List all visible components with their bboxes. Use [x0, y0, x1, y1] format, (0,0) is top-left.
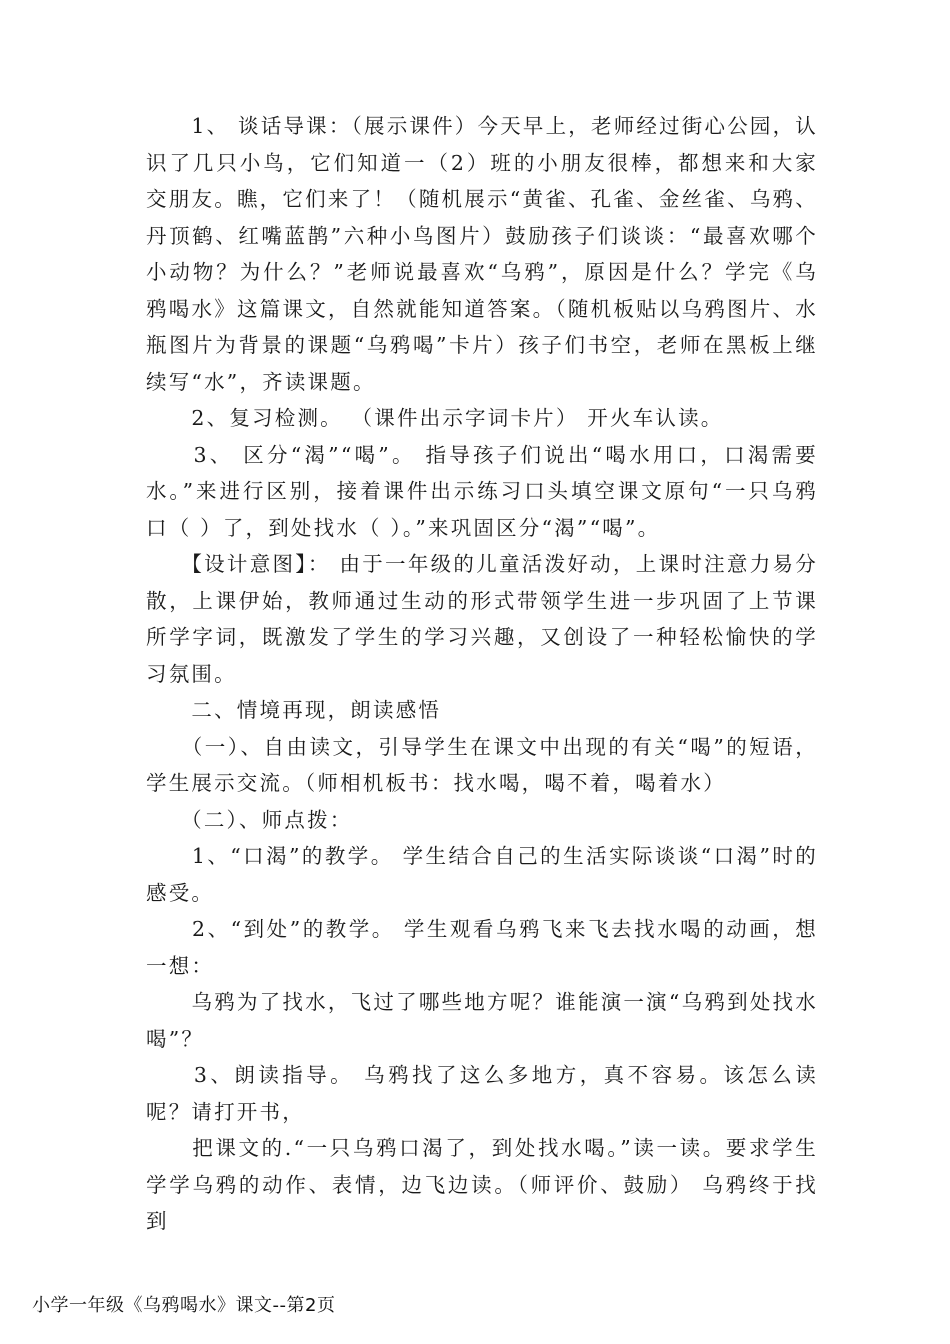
paragraph-intro: 1、 谈话导课：（展示课件）今天早上，老师经过街心公园，认识了几只小鸟，它们知道一（2）班的小朋友很棒，都想来和大家交朋友。瞧，它们来了！（随机展示“黄雀、孔雀、金丝雀、乌鸦、丹顶鹤、红嘴蓝鹊”六种小鸟图片）鼓励孩子们谈谈：“最喜欢哪个小动物？为什么？”老师说最喜欢“乌鸦”，原因是什么？学完《乌鸦喝水》这篇课文，自然就能知道答案。（随机板贴以乌鸦图片、水瓶图片为背景的课题“乌鸦喝”卡片）孩子们书空，老师在黑板上继续写“水”，齐读课题。: [146, 114, 819, 394]
paragraph-design-intent: 【设计意图】： 由于一年级的儿童活泼好动，上课时注意力易分散，上课伊始，教师通过生动的形式带领学生进一步巩固了上节课所学字词，既激发了学生的学习兴趣，又创设了一种轻松愉快的学习氛围。: [146, 552, 818, 686]
paragraph-act-out: 乌鸦为了找水，飞过了哪些地方呢？谁能演一演“乌鸦到处找水喝”？: [146, 990, 818, 1051]
section-heading: 二、情境再现，朗读感悟: [146, 698, 442, 722]
paragraph-everywhere: 2、“到处”的教学。 学生观看乌鸦飞来飞去找水喝的动画，想一想：: [146, 917, 818, 978]
subheading-guidance: （二）、师点拨：: [146, 807, 353, 832]
paragraph-reading-guidance: 3、朗读指导。 乌鸦找了这么多地方，真不容易。该怎么读呢？请打开书，: [146, 1063, 818, 1124]
paragraph-read-aloud: 把课文的.“一只乌鸦口渴了，到处找水喝。”读一读。要求学生学学乌鸦的动作、表情，边飞边读。（师评价、鼓励） 乌鸦终于找到: [146, 1136, 818, 1233]
paragraph-distinguish: 3、 区分“渴”“喝”。 指导孩子们说出“喝水用口，口渴需要水。”来进行区别，接着课件出示练习口头填空课文原句“一只乌鸦口（ ）了，到处找水（ ）。”来巩固区分“渴”“喝”。: [146, 442, 818, 540]
paragraph-free-reading: （一）、自由读文，引导学生在课文中出现的有关“喝”的短语，学生展示交流。（师相机板书：找水喝，喝不着，喝着水）: [146, 734, 818, 795]
paragraph-review: 2、复习检测。 （课件出示字词卡片） 开火车认读。: [146, 406, 724, 430]
paragraph-thirsty: 1、“口渴”的教学。 学生结合自己的生活实际谈谈“口渴”时的感受。: [146, 844, 818, 905]
page-footer: 小学一年级《乌鸦喝水》课文--第2页: [32, 1295, 336, 1316]
body-text: [146, 108, 818, 1240]
